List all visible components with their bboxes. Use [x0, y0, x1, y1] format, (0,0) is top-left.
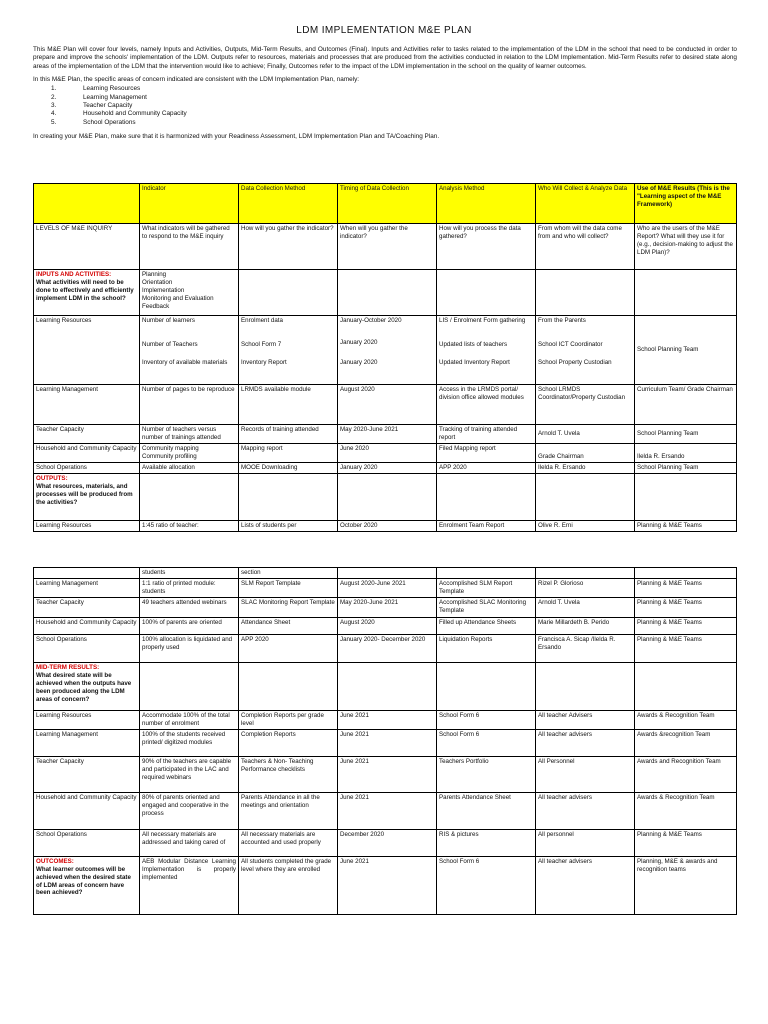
section-question: What learner outcomes will be achieved when the desired state of LDM areas of concern have been achieved?: [36, 865, 131, 897]
table-row: [34, 829, 737, 856]
table-cell: 100% of the students received printed/ digitized modules: [140, 729, 239, 756]
table-cell: Planning & M&E Teams: [635, 578, 737, 597]
table-cell: Ilelda R. Ersando: [635, 444, 737, 463]
table-cell: All teacher Advisers: [536, 710, 635, 729]
page-title: LDM IMPLEMENTATION M&E PLAN: [296, 25, 472, 36]
table-row: [34, 578, 737, 597]
area-item: 2. Learning Management: [51, 93, 147, 101]
intro-paragraph-1: This M&E Plan will cover four levels, namely Inputs and Activities, Outputs, Mid-Term Results, and Outcomes (Final). Inputs and Activities refer to tasks related to the implementation of the LDM in the school that need to be conducted in order to prepare and improve the schools' implementation of the LDM. Outputs refer to resources, materials and processes that are produced from the activities conducted in relation to the LDM Implementation. Mid-Term Results refer to desired state along areas of the implementation of the LDM that the intervention would like to achieve; Finally, Outcomes refer to the impact of the LDM implementation in the school on the quality of learner outcomes.: [33, 46, 737, 70]
table-cell: Liquidation Reports: [437, 634, 536, 662]
table-cell: How will you gather the indicator?: [239, 224, 338, 270]
table-cell: Tracking of training attended report: [437, 425, 536, 444]
table-cell: Filled up Attendance Sheets: [437, 617, 536, 634]
table-cell: May 2020-June 2021: [338, 425, 437, 444]
areas-list: [33, 85, 737, 127]
table-cell: LRMDS available module: [239, 385, 338, 425]
intro-paragraph-2: In this M&E Plan, the specific areas of concern indicated are consistent with the LDM Implementation Plan, namely:: [33, 75, 360, 83]
table-row: [34, 224, 737, 270]
area-item: 5. School Operations: [51, 118, 136, 126]
table-cell: [437, 662, 536, 710]
header-cell: Use of M&E Results (This is the "Learning aspect of the M&E Framework): [635, 184, 737, 224]
table-cell: January-October 2020 January 2020 January 2020: [338, 316, 437, 385]
table-cell: SLAC Monitoring Report Template: [239, 597, 338, 617]
table-cell: [437, 568, 536, 579]
table-cell: June 2020: [338, 444, 437, 463]
section-label: OUTPUTS:: [36, 474, 68, 482]
table-cell: Marie Millardeth B. Perido: [536, 617, 635, 634]
intro-section: [33, 46, 737, 146]
table-cell: 1:45 ratio of teacher:: [140, 520, 239, 531]
table-cell: RIS & pictures: [437, 829, 536, 856]
area-item: 3. Teacher Capacity: [51, 101, 133, 109]
table-cell: 100% of parents are oriented: [140, 617, 239, 634]
table-cell: Awards &recognition Team: [635, 729, 737, 756]
table-cell: Francisca A. Sicap /Ilelda R. Ersando: [536, 634, 635, 662]
table-cell: Rizel P. Glorioso: [536, 578, 635, 597]
table-cell: 49 teachers attended webinars: [140, 597, 239, 617]
table-cell: Who are the users of the M&E Report? What will they use it for (e.g., decision-making to adjust the LDM Plan)?: [635, 224, 737, 270]
table-cell: Curriculum Team/ Grade Chairman: [635, 385, 737, 425]
table-cell: School Operations: [34, 462, 140, 473]
table-cell: [536, 662, 635, 710]
table-cell: How will you process the data gathered?: [437, 224, 536, 270]
table-cell: section: [239, 568, 338, 579]
table-cell: 80% of parents oriented and engaged and cooperative in the process: [140, 792, 239, 829]
table-cell: [635, 568, 737, 579]
table-cell: [437, 270, 536, 316]
table-cell: AEB Modular Distance Learning Implementation is properly implemented: [140, 856, 239, 914]
header-cell: [34, 184, 140, 224]
table-row: [34, 385, 737, 425]
me-plan-table-1: [33, 183, 737, 532]
table-cell: Learning Management: [34, 385, 140, 425]
table-cell: Planning & M&E Teams: [635, 597, 737, 617]
table-cell: December 2020: [338, 829, 437, 856]
table-cell: January 2020- December 2020: [338, 634, 437, 662]
table-cell: Parents Attendance in all the meetings and orientation: [239, 792, 338, 829]
table-cell: Accomplished SLAC Monitoring Template: [437, 597, 536, 617]
table-cell: Mapping report: [239, 444, 338, 463]
table-cell: Planning Orientation Implementation Monitoring and Evaluation Feedback: [140, 270, 239, 316]
table-row: [34, 729, 737, 756]
table-cell: Olive R. Erni: [536, 520, 635, 531]
table-cell: [34, 662, 140, 710]
table-cell: June 2021: [338, 856, 437, 914]
table-cell: School Form 6: [437, 710, 536, 729]
table-cell: School Planning Team: [635, 316, 737, 385]
section-question: What resources, materials, and processes will be produced from the activities?: [36, 482, 133, 506]
table-cell: [338, 568, 437, 579]
table-cell: August 2020: [338, 385, 437, 425]
table-cell: APP 2020: [239, 634, 338, 662]
table-cell: Learning Resources: [34, 520, 140, 531]
table-row: [34, 316, 737, 385]
table-cell: [536, 473, 635, 520]
table-cell: 90% of the teachers are capable and participated in the LAC and required webinars: [140, 756, 239, 792]
table-cell: Arnold T. Uvela: [536, 597, 635, 617]
table-cell: All personnel: [536, 829, 635, 856]
table-cell: Completion Reports per grade level: [239, 710, 338, 729]
table-row: [34, 444, 737, 463]
table-cell: [635, 270, 737, 316]
table-cell: Teacher Capacity: [34, 425, 140, 444]
table-cell: August 2020-June 2021: [338, 578, 437, 597]
area-item: 4. Household and Community Capacity: [51, 110, 187, 118]
table-row: [34, 473, 737, 520]
table-cell: Number of teachers versus number of trainings attended: [140, 425, 239, 444]
table-cell: Household and Community Capacity: [34, 792, 140, 829]
table-cell: May 2020-June 2021: [338, 597, 437, 617]
table-cell: SLM Report Template: [239, 578, 338, 597]
table-cell: June 2021: [338, 729, 437, 756]
table-cell: January 2020: [338, 462, 437, 473]
table-cell: students: [140, 568, 239, 579]
table-row: [34, 568, 737, 579]
table-cell: Attendance Sheet: [239, 617, 338, 634]
header-cell: Who Will Collect & Analyze Data: [536, 184, 635, 224]
table-cell: Planning, M&E & awards and recognition teams: [635, 856, 737, 914]
table-cell: [239, 662, 338, 710]
table-row: [34, 756, 737, 792]
table-cell: [34, 568, 140, 579]
table-cell: 100% allocation is liquidated and properly used: [140, 634, 239, 662]
table-cell: School Form 6: [437, 729, 536, 756]
table-cell: All teacher advisers: [536, 792, 635, 829]
table-cell: Completion Reports: [239, 729, 338, 756]
table-cell: June 2021: [338, 710, 437, 729]
table-cell: June 2021: [338, 792, 437, 829]
table-cell: Learning Management: [34, 729, 140, 756]
table-cell: Number of pages to be reproduce: [140, 385, 239, 425]
table-cell: From the Parents School ICT Coordinator School Property Custodian: [536, 316, 635, 385]
table-row: [34, 520, 737, 531]
table-cell: Household and Community Capacity: [34, 444, 140, 463]
table-cell: Awards & Recognition Team: [635, 792, 737, 829]
table-cell: Teacher Capacity: [34, 597, 140, 617]
table-cell: Planning & M&E Teams: [635, 617, 737, 634]
table-cell: Ilelda R. Ersando: [536, 462, 635, 473]
table-cell: All students completed the grade level where they are enrolled: [239, 856, 338, 914]
table-cell: [536, 270, 635, 316]
table-cell: August 2020: [338, 617, 437, 634]
table-cell: [140, 662, 239, 710]
table-cell: [34, 473, 140, 520]
table-row: [34, 856, 737, 914]
table-cell: LEVELS OF M&E INQUIRY: [34, 224, 140, 270]
table-cell: School Planning Team: [635, 462, 737, 473]
table-cell: School Operations: [34, 634, 140, 662]
table-cell: October 2020: [338, 520, 437, 531]
table-row: [34, 617, 737, 634]
table-cell: [338, 270, 437, 316]
table-cell: Access in the LRMDS portal/ division office allowed modules: [437, 385, 536, 425]
table-row: [34, 634, 737, 662]
area-item: 1. Learning Resources: [51, 85, 141, 93]
table-cell: School Operations: [34, 829, 140, 856]
table-cell: Number of learners Number of Teachers Inventory of available materials: [140, 316, 239, 385]
table-cell: Learning Management: [34, 578, 140, 597]
table-row: [34, 710, 737, 729]
table-cell: Grade Chairman: [536, 444, 635, 463]
table-cell: Filed Mapping report: [437, 444, 536, 463]
table-cell: Teachers & Non- Teaching Performance checklists: [239, 756, 338, 792]
table-cell: [239, 473, 338, 520]
section-label: INPUTS AND ACTIVITIES:: [36, 271, 112, 278]
table-cell: All necessary materials are addressed and taking cared of: [140, 829, 239, 856]
table-cell: Enrolment data School Form 7 Inventory Report: [239, 316, 338, 385]
table-cell: All teacher advisers: [536, 729, 635, 756]
table-row: [34, 462, 737, 473]
table-cell: June 2021: [338, 756, 437, 792]
table-row: [34, 662, 737, 710]
table-cell: Learning Resources: [34, 710, 140, 729]
section-label: MID-TERM RESULTS:: [36, 663, 100, 671]
table-cell: Parents Attendance Sheet: [437, 792, 536, 829]
table-cell: Planning & M&E Teams: [635, 634, 737, 662]
table-cell: Teacher Capacity: [34, 756, 140, 792]
table-row: [34, 270, 737, 316]
table-cell: School LRMDS Coordinator/Property Custodian: [536, 385, 635, 425]
table-cell: Planning & M&E Teams: [635, 829, 737, 856]
table-row: [34, 425, 737, 444]
table-cell: MOOE Downloading: [239, 462, 338, 473]
table-cell: [536, 568, 635, 579]
table-cell: Household and Community Capacity: [34, 617, 140, 634]
section-question: What desired state will be achieved when the outputs have been produced along the LDM areas of concern?: [36, 671, 132, 703]
table-cell: All Personnel: [536, 756, 635, 792]
table-cell: School Form 6: [437, 856, 536, 914]
table-cell: Enrolment Team Report: [437, 520, 536, 531]
header-cell: Analysis Method: [437, 184, 536, 224]
table-cell: Planning & M&E Teams: [635, 520, 737, 531]
section-label: OUTCOMES:: [36, 857, 74, 865]
table-cell: All necessary materials are accounted and used properly: [239, 829, 338, 856]
table-cell: [338, 473, 437, 520]
table-cell: Available allocation: [140, 462, 239, 473]
intro-paragraph-3: In creating your M&E Plan, make sure that it is harmonized with your Readiness Assessment, LDM Implementation Plan and TA/Coaching Plan.: [33, 132, 440, 140]
section-question: What activities will need to be done to effectively and efficiently implement LDM in the school?: [36, 278, 134, 302]
table-cell: [635, 662, 737, 710]
table-cell: Arnold T. Uvela: [536, 425, 635, 444]
table-cell: Community mapping Community profiling: [140, 444, 239, 463]
me-plan-table-2: [33, 567, 737, 915]
table-cell: From whom will the data come from and who will collect?: [536, 224, 635, 270]
table-cell: Awards and Recognition Team: [635, 756, 737, 792]
table-cell: School Planning Team: [635, 425, 737, 444]
table-cell: [34, 270, 140, 316]
header-cell: Data Collection Method: [239, 184, 338, 224]
table-cell: Accommodate 100% of the total number of enrolment: [140, 710, 239, 729]
table-cell: What indicators will be gathered to respond to the M&E inquiry: [140, 224, 239, 270]
header-cell: Timing of Data Collection: [338, 184, 437, 224]
table-cell: [239, 270, 338, 316]
table-cell: Learning Resources: [34, 316, 140, 385]
table-header-row: [34, 184, 737, 224]
table-cell: [140, 473, 239, 520]
table-cell: All teacher advisers: [536, 856, 635, 914]
table-cell: Lists of students per: [239, 520, 338, 531]
table-cell: Records of training attended: [239, 425, 338, 444]
table-cell: When will you gather the indicator?: [338, 224, 437, 270]
table-cell: Teachers Portfolio: [437, 756, 536, 792]
table-cell: LIS / Enrolment Form gathering Updated lists of teachers Updated Inventory Report: [437, 316, 536, 385]
table-cell: APP 2020: [437, 462, 536, 473]
table-cell: [437, 473, 536, 520]
header-cell: Indicator: [140, 184, 239, 224]
table-cell: Awards & Recognition Team: [635, 710, 737, 729]
table-cell: [34, 856, 140, 914]
table-row: [34, 597, 737, 617]
table-cell: 1:1 ratio of printed module: students: [140, 578, 239, 597]
table-row: [34, 792, 737, 829]
table-cell: [338, 662, 437, 710]
table-cell: [635, 473, 737, 520]
table-cell: Accomplished SLM Report Template: [437, 578, 536, 597]
